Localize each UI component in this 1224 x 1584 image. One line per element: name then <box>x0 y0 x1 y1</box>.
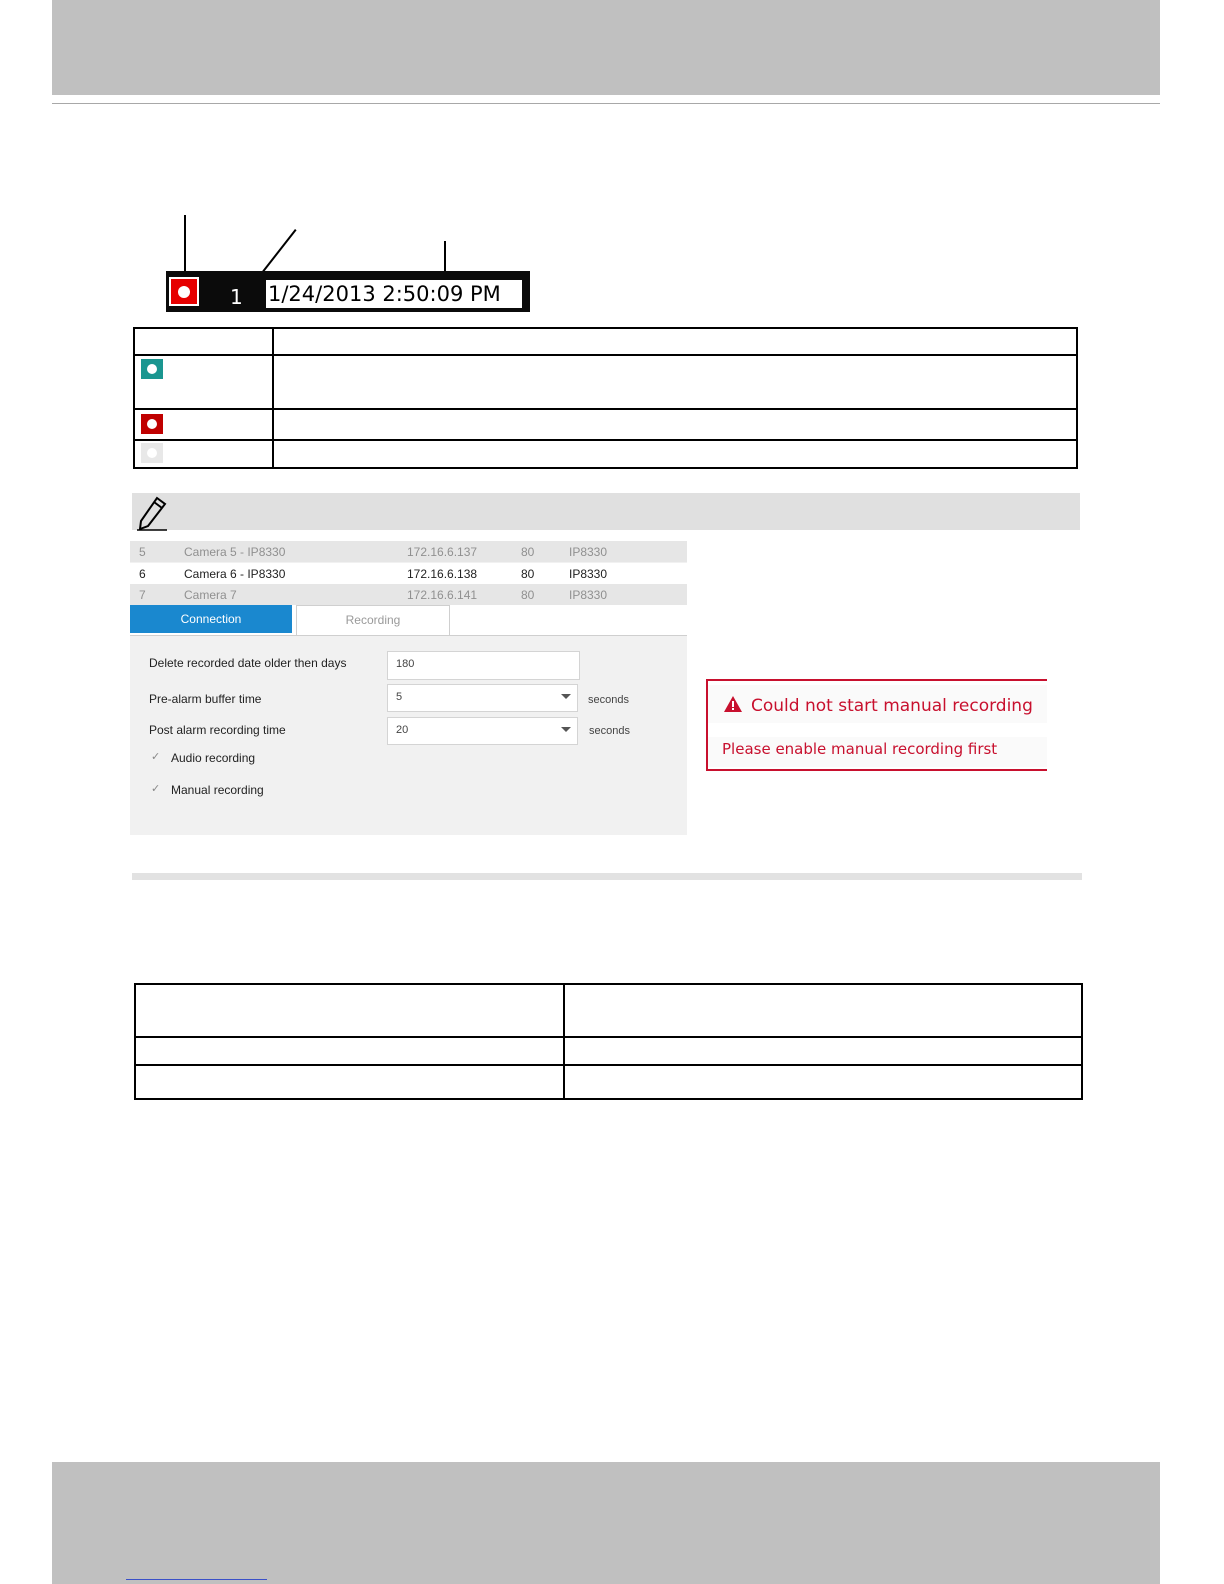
recording-green-icon <box>141 359 163 379</box>
table-column-divider <box>272 327 274 469</box>
table-column-divider <box>563 983 565 1100</box>
manual-recording-checkbox[interactable]: ✓ <box>151 783 161 795</box>
datetime-box <box>266 280 522 308</box>
recording-settings-screenshot <box>130 541 687 835</box>
table-row-divider <box>134 1036 1083 1038</box>
pencil-icon <box>135 495 169 531</box>
table-row-divider <box>134 1064 1083 1066</box>
camera-ip: 172.16.6.137 <box>407 545 478 559</box>
camera-row[interactable] <box>130 584 687 605</box>
camera-name: Camera 5 - IP8330 <box>184 545 286 559</box>
header-rule <box>52 103 1160 104</box>
postalarm-unit: seconds <box>589 725 630 737</box>
prealarm-unit: seconds <box>588 694 629 706</box>
camera-row[interactable] <box>130 541 687 562</box>
settings-tabs <box>130 605 687 636</box>
prealarm-select[interactable] <box>387 684 578 712</box>
camera-name: Camera 7 <box>184 588 237 602</box>
prealarm-value: 5 <box>396 691 403 703</box>
camera-ip: 172.16.6.141 <box>407 588 478 602</box>
status-bar <box>166 271 530 312</box>
recording-idle-icon <box>141 443 163 463</box>
camera-ip: 172.16.6.138 <box>407 567 478 581</box>
camera-port: 80 <box>521 567 535 581</box>
recording-red-icon <box>141 414 163 434</box>
camera-number: 6 <box>139 567 146 581</box>
postalarm-label: Post alarm recording time <box>149 723 286 737</box>
section-divider <box>132 873 1082 880</box>
camera-model: IP8330 <box>569 567 608 581</box>
page-footer-band <box>52 1462 1160 1584</box>
error-message: Please enable manual recording first <box>722 740 998 758</box>
delete-days-label: Delete recorded date older then days <box>149 656 347 670</box>
table-row-divider <box>133 354 1078 356</box>
warning-icon <box>724 696 742 712</box>
audio-recording-checkbox[interactable]: ✓ <box>151 751 161 763</box>
camera-number: 5 <box>139 545 146 559</box>
postalarm-value: 20 <box>396 724 409 736</box>
dropdown-arrow-icon <box>561 694 571 699</box>
camera-row-selected[interactable] <box>130 563 687 584</box>
postalarm-select[interactable] <box>387 717 578 745</box>
manual-recording-label: Manual recording <box>171 783 264 797</box>
camera-model: IP8330 <box>569 545 608 559</box>
tab-connection[interactable]: Connection <box>130 605 292 633</box>
table-row-divider <box>133 408 1078 410</box>
callout-line-record-icon <box>184 215 186 278</box>
prealarm-label: Pre-alarm buffer time <box>149 692 262 706</box>
channel-number: 1 <box>230 285 243 309</box>
camera-model: IP8330 <box>569 588 608 602</box>
camera-port: 80 <box>521 588 535 602</box>
camera-port: 80 <box>521 545 535 559</box>
camera-number: 7 <box>139 588 146 602</box>
delete-days-input[interactable]: 180 <box>387 651 580 680</box>
dropdown-arrow-icon <box>561 727 571 732</box>
error-dialog <box>706 679 1047 771</box>
camera-name: Camera 6 - IP8330 <box>184 567 286 581</box>
recording-status-icon <box>169 277 199 306</box>
audio-recording-label: Audio recording <box>171 751 256 765</box>
table-row-divider <box>133 439 1078 441</box>
page-header-band <box>52 0 1160 95</box>
error-title: Could not start manual recording <box>751 696 1033 716</box>
datetime-text: 1/24/2013 2:50:09 PM <box>268 282 501 306</box>
note-bar <box>132 493 1080 530</box>
icon-legend-table <box>133 327 1078 469</box>
tab-recording[interactable]: Recording <box>296 605 450 635</box>
two-column-table <box>134 983 1083 1100</box>
callout-line-channel <box>261 229 297 274</box>
footer-link-underline[interactable] <box>126 1579 267 1580</box>
